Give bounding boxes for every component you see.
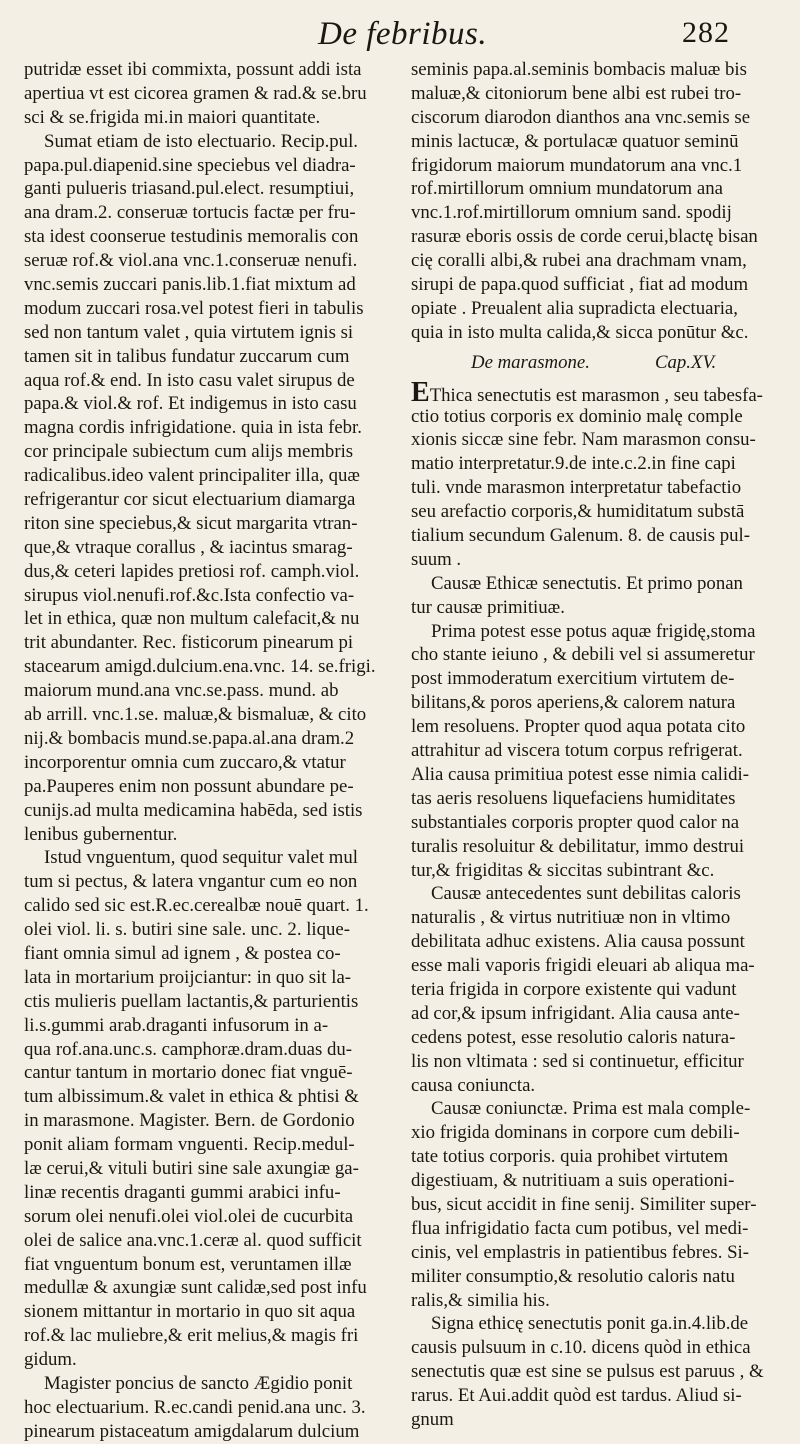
- text-line: pinearum pistaceatum amigdalarum dulcium: [24, 1420, 360, 1442]
- right-column: [411, 58, 785, 1432]
- page-title: De febribus.: [318, 16, 488, 52]
- text-line: læ cerui,& vituli butiri sine sale axungiæ ga-: [24, 1157, 359, 1179]
- text-line: rasuræ eboris ossis de corde cerui,blactę bisan: [411, 226, 758, 248]
- text-line: militer consumptio,& resolutio caloris natu: [411, 1265, 735, 1287]
- text-line: cho stante ieiuno , & debili vel si assumeretur: [411, 644, 755, 666]
- running-head: [0, 14, 800, 58]
- text-line: rof.& lac muliebre,& erit melius,& magis fri: [24, 1325, 359, 1347]
- text-line: Prima potest esse potus aquæ frigidę,stoma: [431, 620, 756, 642]
- text-line: frigidorum maiorum mundatorum ana vnc.1: [411, 154, 743, 176]
- drop-cap-initial: E: [411, 376, 430, 408]
- text-line: sirupus viol.nenufi.rof.&c.Ista confectio va-: [24, 584, 355, 606]
- right-column-top: [411, 58, 785, 345]
- text-line: Alia causa primitiua potest esse nimia calidi-: [411, 763, 749, 785]
- text-line: opiate . Preualent alia supradicta electuaria,: [411, 297, 738, 319]
- text-line: gidum.: [24, 1349, 77, 1371]
- text-line: matio interpretatur.9.de inte.c.2.in fine capi: [411, 453, 736, 475]
- text-line-rest: Thica senectutis est marasmon , seu tabesfa-: [429, 384, 763, 406]
- text-line: lata in mortarium proijciantur: in quo sit la-: [24, 966, 352, 988]
- text-line: seruæ rof.& viol.ana vnc.1.conseruæ nenufi.: [24, 250, 358, 272]
- chapter-heading: [411, 345, 785, 381]
- text-line: que,& vtraque corallus , & iacintus smarag-: [24, 536, 353, 558]
- text-line: sed non tantum valet , quia virtutem ignis si: [24, 321, 354, 343]
- text-line: cinis, vel emplastris in patientibus febres. Si-: [411, 1241, 749, 1263]
- text-line: ctis mulieris puellam lactantis,& parturientis: [24, 990, 359, 1012]
- text-line: vnc.1.rof.mirtillorum omnium sand. spodij: [411, 202, 732, 224]
- text-line: papa.& viol.& rof. Et indigemus in isto casu: [24, 393, 357, 415]
- text-line: gnum: [411, 1408, 454, 1430]
- text-line: ralis,& similia his.: [411, 1289, 550, 1311]
- text-line: magna cordis infrigidatione. quia in ista febr.: [24, 417, 362, 439]
- text-line: cor principale subiectum cum alijs membris: [24, 441, 354, 463]
- text-line: xio frigida dominans in corpore cum debili-: [411, 1122, 740, 1144]
- text-line: pa.Pauperes enim non possunt abundare pe-: [24, 775, 354, 797]
- text-line: cantur tantum in mortario donec fiat vnguē-: [24, 1062, 353, 1084]
- text-line: cunijs.ad multa medicamina habēda, sed istis: [24, 799, 363, 821]
- text-line: ciscorum diarodon dianthos ana vnc.semis se: [411, 106, 751, 128]
- section-title: De marasmone.: [471, 351, 590, 373]
- text-line: calido sed sic est.R.ec.cerealbæ nouē quart. 1.: [24, 895, 369, 917]
- right-column-bottom: [411, 376, 785, 1432]
- text-line: modum zuccari rosa.vel potest fieri in tabulis: [24, 297, 364, 319]
- text-line: in marasmone. Magister. Bern. de Gordonio: [24, 1110, 355, 1132]
- text-line: tur,& frigiditas & siccitas subintrant &c.: [411, 859, 715, 881]
- text-line: medullæ & axungiæ sunt calidæ,sed post infu: [24, 1277, 367, 1299]
- text-line: senectutis quæ est sine se pulsus est paruus , &: [411, 1361, 764, 1383]
- text-line: seminis papa.al.seminis bombacis maluæ bis: [411, 59, 747, 80]
- text-line: olei viol. li. s. butiri sine sale. unc. 2. lique-: [24, 919, 351, 941]
- text-line: seu arefactio corporis,& humiditatum substā: [411, 501, 745, 523]
- text-line: linæ recentis draganti gummi arabici infu-: [24, 1181, 341, 1203]
- text-line: stacearum amigd.dulcium.ena.vnc. 14. se.frigi.: [24, 656, 376, 678]
- text-line: li.s.gummi arab.draganti infusorum in a-: [24, 1014, 329, 1036]
- text-line: quia in isto multa calida,& sicca ponūtur &c.: [411, 321, 749, 343]
- text-line: tialium secundum Galenum. 8. de causis pul-: [411, 525, 751, 547]
- text-line: suum .: [411, 548, 462, 570]
- text-line: incorporentur omnia cum zuccaro,& vtatur: [24, 751, 346, 773]
- text-line: [411, 376, 785, 408]
- text-line: let in ethica, quæ non multum calefacit,& nu: [24, 608, 360, 630]
- text-line: ctio totius corporis ex dominio malę comple: [411, 405, 743, 427]
- text-line: Causæ coniunctæ. Prima est mala comple-: [431, 1098, 751, 1120]
- text-line: causis pulsuum in c.10. dicens quòd in ethica: [411, 1337, 751, 1359]
- text-line: maluæ,& citoniorum bene albi est rubei tro-: [411, 82, 742, 104]
- text-line: putridæ esset ibi commixta, possunt addi ista: [24, 59, 362, 80]
- text-line: fiat vnguentum bonum est, veruntamen illæ: [24, 1253, 352, 1275]
- text-line: turalis resoluitur & debilitatur, immo destrui: [411, 835, 745, 857]
- text-line: Magister poncius de sancto Ægidio ponit: [44, 1372, 353, 1394]
- text-line: lem resoluens. Propter quod aqua potata cito: [411, 716, 746, 738]
- text-line: lis non vltimata : sed si continuetur, efficitur: [411, 1050, 744, 1072]
- text-line: esse mali vaporis frigidi eleuari ab aliqua ma-: [411, 955, 755, 977]
- text-line: rof.mirtillorum omnium mundatorum ana: [411, 178, 723, 200]
- text-line: ab arrill. vnc.1.se. maluæ,& bismaluæ, & cito: [24, 704, 367, 726]
- text-line: Sumat etiam de isto electuario. Recip.pul.: [44, 130, 358, 152]
- text-line: sionem mittantur in mortario in quo sit aqua: [24, 1301, 356, 1323]
- text-line: attrahitur ad viscera totum corpus refrigerat.: [411, 740, 743, 762]
- text-line: tamen sit in talibus fundatur zuccarum cum: [24, 345, 350, 367]
- text-line: trit abundanter. Rec. fisticorum pinearum pi: [24, 632, 354, 654]
- text-line: riton sine speciebus,& sicut margarita vtran-: [24, 512, 358, 534]
- text-line: refrigerantur cor sicut electuarium diamarga: [24, 489, 356, 511]
- text-line: fiant omnia simul ad ignem , & postea co-: [24, 942, 341, 964]
- text-line: dus,& ceteri lapides pretiosi rof. camph.viol.: [24, 560, 360, 582]
- text-line: teria frigida in corpore existente qui vadunt: [411, 978, 737, 1000]
- text-line: ganti pulueris triasand.pul.elect. resumptiui,: [24, 178, 355, 200]
- text-line: Istud vnguentum, quod sequitur valet mul: [44, 847, 359, 869]
- text-line: substantiales corporis propter quod calor na: [411, 811, 740, 833]
- text-line: sirupi de papa.quod sufficiat , fiat ad modum: [411, 274, 749, 296]
- text-line: bilitans,& poros aperiens,& calorem natura: [411, 692, 736, 714]
- text-line: debilitata adhuc existens. Alia causa possunt: [411, 931, 745, 953]
- text-line: flua infrigidatio facta cum potibus, vel medi-: [411, 1217, 749, 1239]
- text-line: qua rof.ana.unc.s. camphoræ.dram.duas du-: [24, 1038, 353, 1060]
- text-line: Causæ Ethicæ senectutis. Et primo ponan: [431, 572, 743, 594]
- text-line: aqua rof.& end. In isto casu valet sirupus de: [24, 369, 355, 391]
- text-line: nij.& bombacis mund.se.papa.al.ana dram.2: [24, 727, 355, 749]
- text-line: post immoderatum exercitium virtutem de-: [411, 668, 735, 690]
- text-line: bus, sicut accidit in fine senij. Similiter super-: [411, 1193, 757, 1215]
- text-line: sorum olei nenufi.olei viol.olei de cucurbita: [24, 1205, 354, 1227]
- text-line: apertiua vt est cicorea gramen & rad.& se.bru: [24, 82, 367, 104]
- text-line: tum si pectus, & latera vngantur cum eo non: [24, 871, 358, 893]
- text-line: Causæ antecedentes sunt debilitas caloris: [431, 883, 741, 905]
- text-line: papa.pul.diapenid.sine speciebus vel diadra-: [24, 154, 356, 176]
- text-line: lenibus gubernentur.: [24, 823, 178, 845]
- text-line: ad cor,& ipsum infrigidant. Alia causa ante-: [411, 1002, 740, 1024]
- text-line: minis lactucæ, & portulacæ quatuor seminū: [411, 130, 739, 152]
- text-line: ana dram.2. conseruæ tortucis factæ per fru-: [24, 202, 356, 224]
- text-line: tate totius corporis. quia prohibet virtutem: [411, 1146, 729, 1168]
- text-line: digestiuam, & nutritiuam a suis operationi-: [411, 1170, 735, 1192]
- text-line: sci & se.frigida mi.in maiori quantitate.: [24, 106, 321, 128]
- text-line: radicalibus.ideo valent principaliter illa, quæ: [24, 465, 360, 487]
- text-line: cię coralli albi,& rubei ana drachmam vnam,: [411, 250, 747, 272]
- chapter-number: Cap.XV.: [655, 351, 717, 373]
- text-line: tas aeris resoluens liquefaciens humiditates: [411, 787, 736, 809]
- page-number: 282: [682, 16, 730, 49]
- text-line: xionis siccæ sine febr. Nam marasmon consu-: [411, 429, 756, 451]
- text-line: hoc electuarium. R.ec.candi penid.ana unc. 3.: [24, 1396, 366, 1418]
- text-line: maiorum mund.ana vnc.se.pass. mund. ab: [24, 680, 339, 702]
- left-column: [24, 58, 400, 1444]
- text-line: rarus. Et Aui.addit quòd est tardus. Aliud si-: [411, 1385, 742, 1407]
- text-line: tum albissimum.& valet in ethica & phtisi &: [24, 1086, 359, 1108]
- text-line: tur causæ primitiuæ.: [411, 596, 565, 618]
- text-line: cedens potest, esse resolutio caloris natura-: [411, 1026, 736, 1048]
- text-line: tuli. vnde marasmon interpretatur tabefactio: [411, 477, 742, 499]
- text-line: ponit aliam formam vnguenti. Recip.medul-: [24, 1134, 355, 1156]
- text-line: naturalis , & virtus nutritiuæ non in vltimo: [411, 907, 731, 929]
- text-line: sta idest coonserue testudinis memoralis con: [24, 226, 359, 248]
- text-line: causa coniuncta.: [411, 1074, 536, 1096]
- text-line: Signa ethicę senectutis ponit ga.in.4.lib.de: [431, 1313, 749, 1335]
- text-line: olei de salice ana.vnc.1.ceræ al. quod sufficit: [24, 1229, 362, 1251]
- text-line: vnc.semis zuccari panis.lib.1.fiat mixtum ad: [24, 274, 356, 296]
